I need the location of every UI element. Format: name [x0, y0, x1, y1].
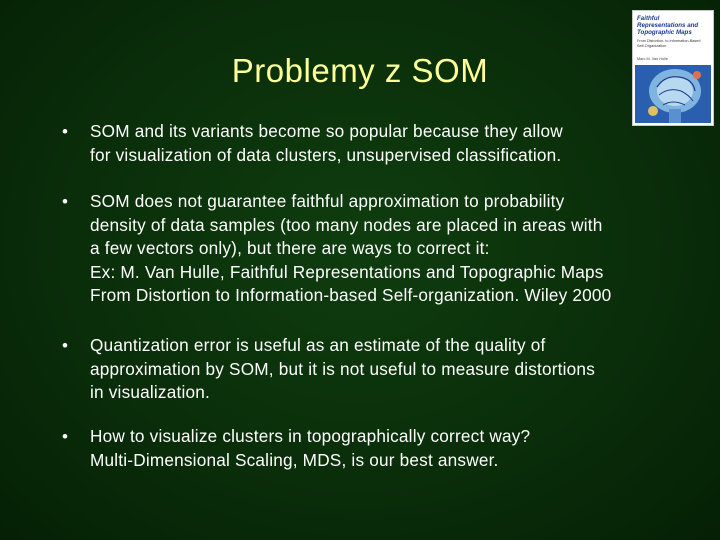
- bullet-line: How to visualize clusters in topographically correct way?: [90, 426, 531, 446]
- bullet-line: approximation by SOM, but it is not useful to measure distortions: [90, 358, 595, 379]
- bullet-line: Multi-Dimensional Scaling, MDS, is our best answer.: [90, 449, 499, 470]
- bullet-line: Ex: M. Van Hulle, Faithful Representations and Topographic Maps: [90, 261, 604, 282]
- book-cover-author: Marc M. Van Hulle: [637, 57, 668, 61]
- bullet-line: From Distortion to Information-based Self-organization. Wiley 2000: [90, 285, 612, 305]
- bullet-line: in visualization.: [90, 382, 210, 402]
- bullet-item: [62, 334, 720, 405]
- bullet-line: Quantization error is useful as an estimate of the quality of: [90, 335, 546, 355]
- bullet-line: SOM does not guarantee faithful approximation to probability: [90, 191, 565, 211]
- bullet-marker: •: [62, 122, 69, 141]
- book-cover-brain-illustration: [635, 65, 711, 123]
- bullet-line: SOM and its variants become so popular because they allow: [90, 121, 563, 141]
- bullet-line: a few vectors only), but there are ways to correct it:: [90, 238, 490, 258]
- bullet-marker: •: [62, 336, 69, 355]
- book-cover-subtitle: From Distortion- to Information-Based Self-Organization: [637, 39, 701, 48]
- book-cover-title: Faithful Representations and Topographic Maps: [637, 15, 699, 36]
- bullet-item: [62, 425, 720, 472]
- book-cover-image: [632, 10, 714, 126]
- bullet-item: [62, 120, 720, 167]
- bullet-marker: •: [62, 192, 69, 211]
- bullet-line: for visualization of data clusters, unsupervised classification.: [90, 144, 562, 165]
- bullet-marker: •: [62, 427, 69, 446]
- bullet-line: density of data samples (too many nodes are placed in areas with: [90, 214, 603, 235]
- bullet-item: [62, 190, 720, 308]
- slide-title: Problemy z SOM: [231, 52, 489, 89]
